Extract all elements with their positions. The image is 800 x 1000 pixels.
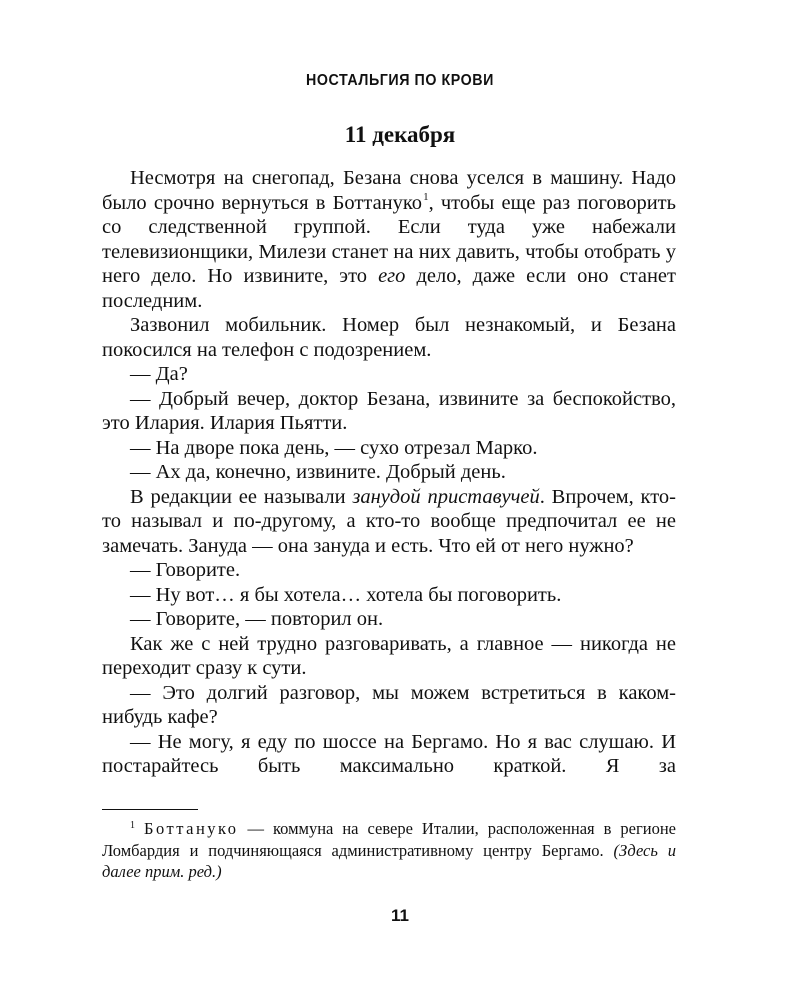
footnote-term: Боттануко xyxy=(144,819,239,838)
footnote-text: — коммуна на севере Италии, расположенная в регионе Ломбардия и подчиняющаяся административному центру Бергамо. xyxy=(102,819,676,860)
paragraph: Зазвонил мобильник. Номер был незнакомый, и Безана покосился на телефон с подозрением. xyxy=(102,314,676,361)
dialogue-line: — Ах да, конечно, извините. Добрый день. xyxy=(130,461,506,483)
paragraph-text: дело, даже если оно станет последним. xyxy=(102,265,676,312)
page-number: 11 xyxy=(391,906,409,925)
paragraph-text: В редакции ее называли xyxy=(130,485,353,508)
paragraph xyxy=(102,166,676,313)
paragraph-text: , чтобы еще раз поговорить со следственной группой. Если туда уже набежали телевизионщики, Милези станет на них давить, чтобы отобрать у него дело. Но извините, это xyxy=(102,191,676,287)
dialogue-line: — На дворе пока день, — сухо отрезал Марко. xyxy=(130,436,538,459)
emphasis-text: его xyxy=(378,265,406,287)
dialogue-line: — Говорите, — повторил он. xyxy=(130,608,384,630)
dialogue-line: — Ну вот… я бы хотела… хотела бы поговорить. xyxy=(130,583,562,606)
dialogue-line: — Добрый вечер, доктор Безана, извините за беспокойство, это Илария. Илария Пьятти. xyxy=(102,387,676,434)
footnote-reference: 1 xyxy=(423,190,429,203)
paragraph xyxy=(102,485,676,559)
footnote-divider xyxy=(102,809,198,810)
dialogue-line: — Говорите. xyxy=(130,559,241,581)
footnote-number: 1 xyxy=(130,820,135,831)
chapter-title: 11 декабря xyxy=(344,122,456,147)
paragraph-text: . Впрочем, кто-то называл и по-другому, а кто-то вообще предпочитал ее не замечать. Зануда — она зануда и есть. Что ей от него нужно? xyxy=(102,485,677,557)
body-text xyxy=(102,166,676,779)
emphasis-text: занудой приставучей xyxy=(352,485,540,508)
dialogue-line: — Не могу, я еду по шоссе на Бергамо. Но я вас слушаю. И постарайтесь быть максимально краткой. Я за xyxy=(102,730,676,777)
footnote-editor-note: (Здесь и далее прим. ред.) xyxy=(102,840,676,881)
paragraph-text: Несмотря на снегопад, Безана снова уселся в машину. Надо было срочно вернуться в Боттануко xyxy=(102,167,676,214)
paragraph: Как же с ней трудно разговаривать, а главное — никогда не переходит сразу к сути. xyxy=(102,632,676,679)
dialogue-line: — Да? xyxy=(130,363,188,385)
running-header: НОСТАЛЬГИЯ ПО КРОВИ xyxy=(306,72,494,89)
footnote xyxy=(102,818,676,883)
dialogue-line: — Это долгий разговор, мы можем встретиться в каком-нибудь кафе? xyxy=(102,681,676,728)
